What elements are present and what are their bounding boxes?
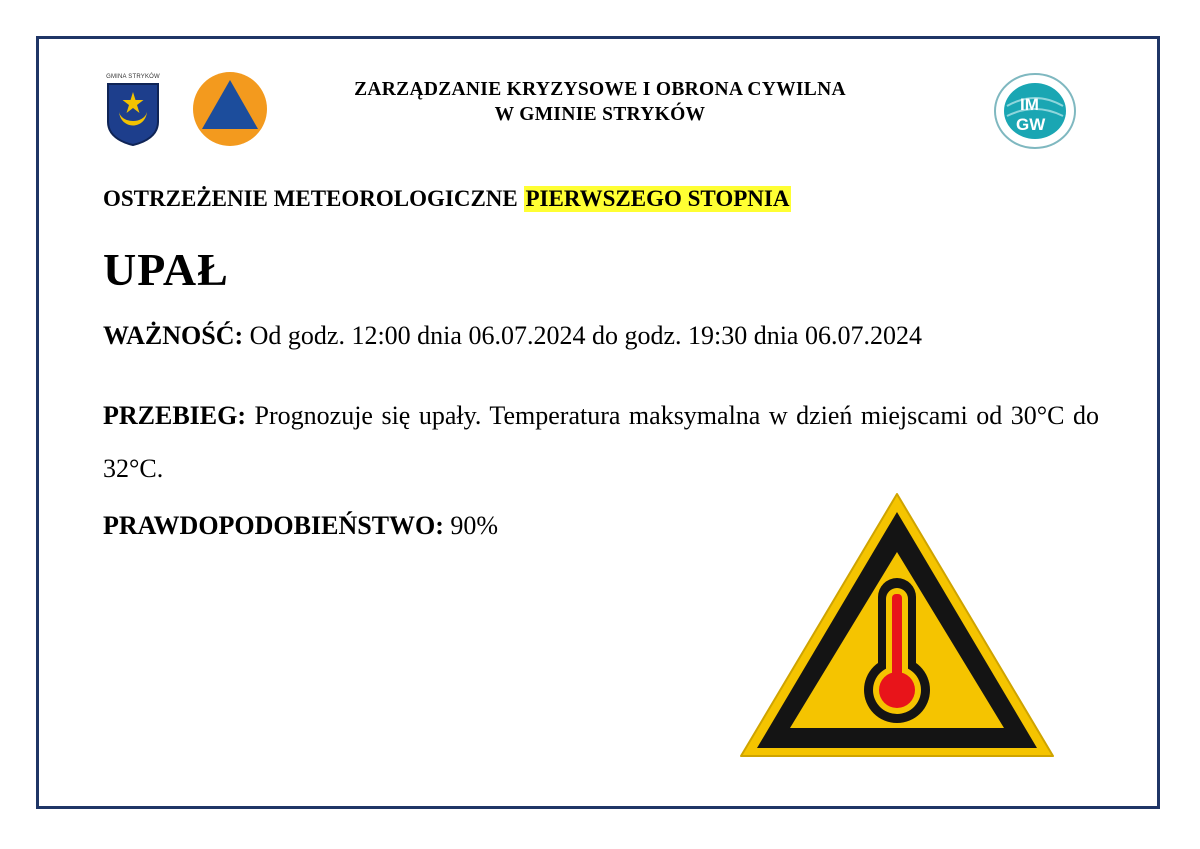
svg-text:IM: IM <box>1020 95 1039 114</box>
validity-line <box>103 321 922 351</box>
municipality-crest <box>103 74 163 146</box>
course-text: Prognozuje się upały. Temperatura maksymalna w dzień miejscami od 30°C do 32°C. <box>103 401 1100 483</box>
civil-defence-icon <box>192 71 268 147</box>
probability-label: PRAWDOPODOBIEŃSTWO: <box>103 511 444 540</box>
warning-heading <box>103 186 791 212</box>
warning-degree: PIERWSZEGO STOPNIA <box>525 186 790 211</box>
warning-prefix: OSTRZEŻENIE METEOROLOGICZNE <box>103 186 518 211</box>
imgw-logo-icon <box>993 72 1077 150</box>
crest-caption: GMINA STRYKÓW <box>106 74 160 80</box>
stryków-crest-icon <box>106 82 160 146</box>
validity-label: WAŻNOŚĆ: <box>103 321 244 350</box>
warning-title: UPAŁ <box>103 244 229 295</box>
course-paragraph <box>103 389 1099 495</box>
heat-warning-sign-icon <box>737 490 1057 762</box>
course-label: PRZEBIEG: <box>103 401 247 430</box>
probability-line <box>103 511 498 541</box>
header-line-1: ZARZĄDZANIE KRYZYSOWE I OBRONA CYWILNA <box>354 79 846 100</box>
header-line-2: W GMINIE STRYKÓW <box>494 104 706 125</box>
validity-text: Od godz. 12:00 dnia 06.07.2024 do godz. 19:30 dnia 06.07.2024 <box>249 321 922 350</box>
probability-value: 90% <box>450 511 499 540</box>
svg-text:GW: GW <box>1016 115 1046 134</box>
